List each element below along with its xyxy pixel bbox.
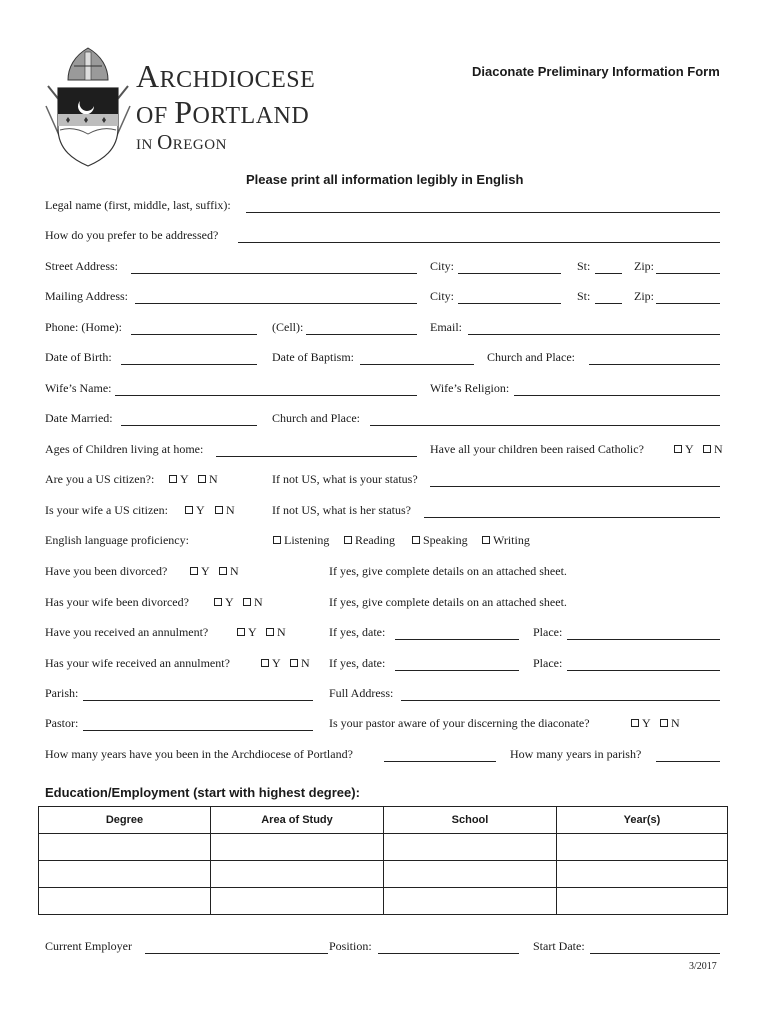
table-cell[interactable] [39,861,211,888]
email-field[interactable] [468,319,720,335]
table-cell[interactable] [211,888,384,915]
checkbox-icon[interactable] [266,628,274,636]
divorced-yes[interactable]: Y [190,564,210,579]
table-cell[interactable] [384,834,557,861]
wife-status-field[interactable] [424,502,720,518]
checkbox-icon[interactable] [243,598,251,606]
mailing-city-field[interactable] [458,288,561,304]
zip-label: Zip: [634,259,654,273]
date-married-label: Date Married: [45,411,113,425]
annulment-place-label: Place: [533,625,563,639]
street-address-field[interactable] [131,258,417,274]
english-proficiency-label: English language proficiency: [45,533,189,547]
baptism-date-label: Date of Baptism: [272,350,354,364]
children-catholic-yes[interactable]: Y [674,442,694,457]
education-heading: Education/Employment (start with highest degree): [45,785,360,800]
annulment-date-label: If yes, date: [329,625,386,639]
writing-option[interactable]: Writing [482,533,530,548]
employer-label: Current Employer [45,939,132,953]
pastor-aware-yes[interactable]: Y [631,716,651,731]
children-catholic-no[interactable]: N [703,442,723,457]
wife-status-label: If not US, what is her status? [272,503,411,517]
checkbox-icon[interactable] [198,475,206,483]
us-citizen-yes[interactable]: Y [169,472,189,487]
coat-of-arms-icon [44,46,132,168]
legal-name-field[interactable] [246,197,720,213]
wife-religion-label: Wife’s Religion: [430,381,510,395]
checkbox-icon[interactable] [482,536,490,544]
table-cell[interactable] [384,861,557,888]
preferred-name-label: How do you prefer to be addressed? [45,228,219,242]
checkbox-icon[interactable] [261,659,269,667]
checkbox-icon[interactable] [674,445,682,453]
mailing-zip-label: Zip: [634,289,654,303]
wife-annulment-date-field[interactable] [395,655,519,671]
wife-name-label: Wife’s Name: [45,381,112,395]
wife-annulment-place-label: Place: [533,656,563,670]
home-phone-label: Phone: (Home): [45,320,122,334]
pastor-label: Pastor: [45,716,79,730]
divorced-label: Have you been divorced? [45,564,168,578]
annulment-yes[interactable]: Y [237,625,257,640]
table-cell[interactable] [211,861,384,888]
wife-annulment-place-field[interactable] [567,655,720,671]
instructions: Please print all information legibly in English [246,172,524,187]
mailing-city-label: City: [430,289,455,303]
legal-name-label: Legal name (first, middle, last, suffix): [45,198,231,212]
org-name-line1: ARCHDIOCESE [136,58,316,94]
mailing-state-label: St: [577,289,591,303]
full-address-label: Full Address: [329,686,394,700]
position-field[interactable] [378,938,519,954]
position-label: Position: [329,939,372,953]
wife-divorced-no[interactable]: N [243,595,263,610]
children-catholic-label: Have all your children been raised Catholic? [430,442,644,456]
checkbox-icon[interactable] [185,506,193,514]
us-citizen-label: Are you a US citizen?: [45,472,155,486]
us-citizen-no[interactable]: N [198,472,218,487]
org-name-line2: OF PORTLAND [136,94,310,130]
checkbox-icon[interactable] [344,536,352,544]
status-field[interactable] [430,471,720,487]
children-ages-field[interactable] [216,441,417,457]
preferred-name-field[interactable] [238,227,720,243]
pastor-aware-no[interactable]: N [660,716,680,731]
mailing-address-field[interactable] [135,288,417,304]
mailing-state-field[interactable] [595,288,622,304]
baptism-church-label: Church and Place: [487,350,575,364]
years-column-header: Year(s) [557,807,728,834]
wife-citizen-label: Is your wife a US citizen: [45,503,168,517]
school-column-header: School [384,807,557,834]
wife-annulment-no[interactable]: N [290,656,310,671]
cell-phone-label: (Cell): [272,320,304,334]
table-header-row [39,807,728,834]
parish-field[interactable] [83,685,313,701]
wife-name-field[interactable] [115,380,417,396]
divorced-details-note: If yes, give complete details on an attached sheet. [329,564,567,578]
state-label: St: [577,259,591,273]
wife-citizen-yes[interactable]: Y [185,503,205,518]
reading-option[interactable]: Reading [344,533,395,548]
checkbox-icon[interactable] [190,567,198,575]
status-label: If not US, what is your status? [272,472,418,486]
education-table [38,806,728,915]
baptism-church-field[interactable] [589,349,720,365]
speaking-option[interactable]: Speaking [412,533,468,548]
full-address-field[interactable] [401,685,720,701]
annulment-place-field[interactable] [567,624,720,640]
wife-annulment-label: Has your wife received an annulment? [45,656,230,670]
degree-column-header: Degree [39,807,211,834]
table-cell[interactable] [384,888,557,915]
state-field[interactable] [595,258,622,274]
years-archdiocese-field[interactable] [384,746,496,762]
listening-option[interactable]: Listening [273,533,329,548]
table-row [39,888,728,915]
org-name-line3: IN OREGON [136,130,227,154]
zip-field[interactable] [656,258,720,274]
checkbox-icon[interactable] [214,598,222,606]
table-cell[interactable] [557,861,728,888]
area-column-header: Area of Study [211,807,384,834]
start-date-label: Start Date: [533,939,585,953]
dob-label: Date of Birth: [45,350,112,364]
divorced-no[interactable]: N [219,564,239,579]
checkbox-icon[interactable] [631,719,639,727]
wife-citizen-no[interactable]: N [215,503,235,518]
form-title: Diaconate Preliminary Information Form [472,64,720,79]
table-cell[interactable] [211,834,384,861]
street-address-label: Street Address: [45,259,118,273]
table-row [39,861,728,888]
wife-divorced-details-note: If yes, give complete details on an attached sheet. [329,595,567,609]
marriage-church-label: Church and Place: [272,411,360,425]
wife-divorced-yes[interactable]: Y [214,595,234,610]
wife-annulment-date-label: If yes, date: [329,656,386,670]
city-label: City: [430,259,455,273]
city-field[interactable] [458,258,561,274]
checkbox-icon[interactable] [703,445,711,453]
annulment-label: Have you received an annulment? [45,625,209,639]
children-ages-label: Ages of Children living at home: [45,442,204,456]
email-label: Email: [430,320,462,334]
checkbox-icon[interactable] [290,659,298,667]
start-date-field[interactable] [590,938,720,954]
checkbox-icon[interactable] [273,536,281,544]
checkbox-icon[interactable] [219,567,227,575]
revision-date: 3/2017 [689,961,717,972]
mailing-zip-field[interactable] [656,288,720,304]
wife-annulment-yes[interactable]: Y [261,656,281,671]
dob-field[interactable] [121,349,257,365]
table-cell[interactable] [557,888,728,915]
date-married-field[interactable] [121,410,257,426]
cell-phone-field[interactable] [306,319,417,335]
checkbox-icon[interactable] [660,719,668,727]
mailing-address-label: Mailing Address: [45,289,128,303]
checkbox-icon[interactable] [169,475,177,483]
table-cell[interactable] [557,834,728,861]
years-parish-field[interactable] [656,746,720,762]
pastor-aware-label: Is your pastor aware of your discerning the diaconate? [329,716,590,730]
checkbox-icon[interactable] [215,506,223,514]
pastor-field[interactable] [83,715,313,731]
checkbox-icon[interactable] [412,536,420,544]
checkbox-icon[interactable] [237,628,245,636]
wife-divorced-label: Has your wife been divorced? [45,595,189,609]
annulment-date-field[interactable] [395,624,519,640]
annulment-no[interactable]: N [266,625,286,640]
table-row [39,834,728,861]
table-cell[interactable] [39,888,211,915]
wife-religion-field[interactable] [514,380,720,396]
home-phone-field[interactable] [131,319,257,335]
parish-label: Parish: [45,686,79,700]
marriage-church-field[interactable] [370,410,720,426]
baptism-date-field[interactable] [360,349,474,365]
years-archdiocese-label: How many years have you been in the Archdiocese of Portland? [45,747,353,761]
employer-field[interactable] [145,938,328,954]
table-cell[interactable] [39,834,211,861]
years-parish-label: How many years in parish? [510,747,642,761]
